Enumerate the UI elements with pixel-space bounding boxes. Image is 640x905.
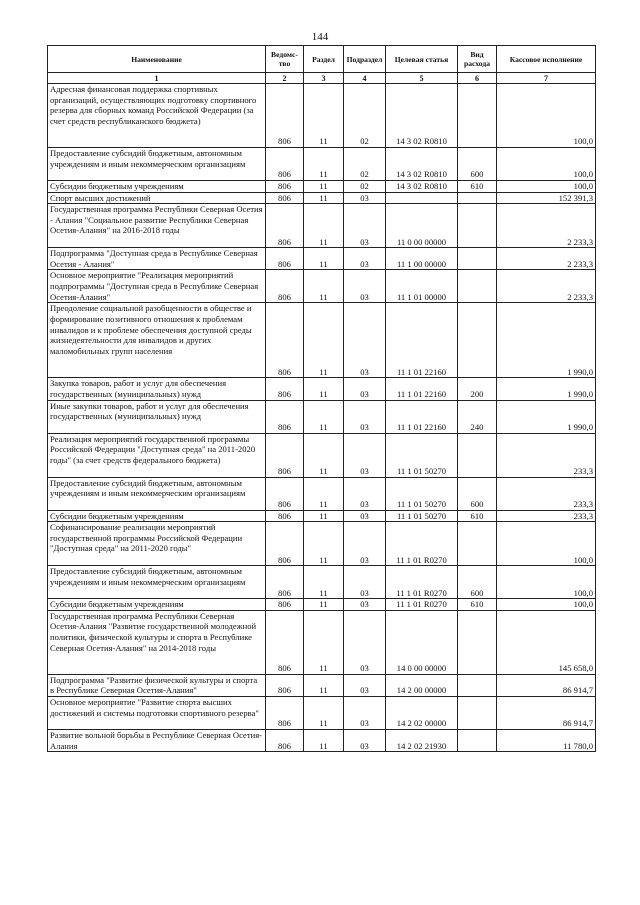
table-row	[48, 674, 596, 696]
row-amount: 2 233,3	[497, 204, 596, 248]
table-row	[48, 378, 596, 400]
row-dept: 806	[266, 610, 304, 674]
row-target: 11 1 01 00000	[386, 270, 458, 303]
row-section: 11	[304, 148, 344, 181]
row-dept: 806	[266, 696, 304, 729]
row-amount: 100,0	[497, 566, 596, 599]
row-section: 11	[304, 610, 344, 674]
column-number: 1	[48, 73, 266, 84]
row-dept: 806	[266, 510, 304, 522]
row-target: 11 1 01 22160	[386, 303, 458, 378]
row-subsection: 03	[344, 192, 386, 204]
row-subsection: 03	[344, 204, 386, 248]
table-row	[48, 599, 596, 611]
row-subsection: 03	[344, 674, 386, 696]
row-type: 610	[458, 510, 497, 522]
row-dept: 806	[266, 599, 304, 611]
table-row	[48, 303, 596, 378]
column-header-amount: Кассовое исполнение	[497, 46, 596, 73]
row-type: 600	[458, 566, 497, 599]
row-name: Предоставление субсидий бюджетным, автономным учреждениям и иным некоммерческим организациям	[48, 566, 266, 599]
row-dept: 806	[266, 433, 304, 477]
row-target: 14 3 02 R0810	[386, 148, 458, 181]
row-amount: 100,0	[497, 148, 596, 181]
row-name: Развитие вольной борьбы в Республике Северная Осетия-Алания	[48, 729, 266, 751]
row-amount: 1 990,0	[497, 378, 596, 400]
row-target: 11 1 01 22160	[386, 400, 458, 433]
row-type	[458, 248, 497, 270]
column-number: 6	[458, 73, 497, 84]
table-row	[48, 433, 596, 477]
row-subsection: 03	[344, 378, 386, 400]
row-subsection: 03	[344, 477, 386, 510]
row-dept: 806	[266, 674, 304, 696]
row-type	[458, 204, 497, 248]
table-row	[48, 204, 596, 248]
row-type: 600	[458, 477, 497, 510]
row-target: 11 1 01 22160	[386, 378, 458, 400]
row-amount: 100,0	[497, 599, 596, 611]
table-row	[48, 400, 596, 433]
row-subsection: 03	[344, 696, 386, 729]
page-number: 144	[311, 31, 329, 43]
row-dept: 806	[266, 204, 304, 248]
row-name: Спорт высших достижений	[48, 192, 266, 204]
table-row	[48, 729, 596, 751]
table-row	[48, 566, 596, 599]
row-section: 11	[304, 729, 344, 751]
row-target: 14 2 02 00000	[386, 696, 458, 729]
row-type	[458, 84, 497, 148]
row-amount: 233,3	[497, 433, 596, 477]
row-section: 11	[304, 303, 344, 378]
row-section: 11	[304, 599, 344, 611]
table-row	[48, 84, 596, 148]
column-number: 5	[386, 73, 458, 84]
table-row	[48, 192, 596, 204]
row-amount: 11 780,0	[497, 729, 596, 751]
row-type	[458, 303, 497, 378]
table-row	[48, 696, 596, 729]
row-subsection: 03	[344, 400, 386, 433]
row-dept: 806	[266, 270, 304, 303]
row-target: 14 2 00 00000	[386, 674, 458, 696]
row-dept: 806	[266, 477, 304, 510]
row-section: 11	[304, 433, 344, 477]
row-type	[458, 729, 497, 751]
row-amount: 145 658,0	[497, 610, 596, 674]
column-header-target: Целевая статья	[386, 46, 458, 73]
row-name: Субсидии бюджетным учреждениям	[48, 510, 266, 522]
row-subsection: 03	[344, 248, 386, 270]
row-section: 11	[304, 192, 344, 204]
row-subsection: 03	[344, 522, 386, 566]
row-amount: 100,0	[497, 84, 596, 148]
column-number: 7	[497, 73, 596, 84]
row-dept: 806	[266, 84, 304, 148]
table-row	[48, 610, 596, 674]
column-header-name: Наименование	[48, 46, 266, 73]
row-name: Адресная финансовая поддержка спортивных организаций, осуществляющих подготовку спортивного резерва для сборных команд Российской Федерации (за счет средств республиканского бюджета)	[48, 84, 266, 148]
row-name: Государственная программа Республики Северная Осетия - Алания "Социальное развитие Республики Северная Осетия-Алания" на 2016-2018 годы	[48, 204, 266, 248]
column-number: 2	[266, 73, 304, 84]
row-dept: 806	[266, 729, 304, 751]
row-subsection: 03	[344, 270, 386, 303]
row-amount: 1 990,0	[497, 303, 596, 378]
row-type	[458, 433, 497, 477]
row-dept: 806	[266, 522, 304, 566]
row-subsection: 02	[344, 148, 386, 181]
row-subsection: 03	[344, 303, 386, 378]
row-target: 11 1 01 50270	[386, 510, 458, 522]
header-row	[48, 46, 596, 73]
row-name: Подпрограмма "Развитие физической культуры и спорта в Республике Северная Осетия-Алания"	[48, 674, 266, 696]
row-target: 11 1 01 50270	[386, 477, 458, 510]
table-row	[48, 181, 596, 193]
row-type: 610	[458, 599, 497, 611]
row-type: 200	[458, 378, 497, 400]
row-name: Субсидии бюджетным учреждениям	[48, 181, 266, 193]
row-section: 11	[304, 378, 344, 400]
row-subsection: 03	[344, 510, 386, 522]
table-row	[48, 477, 596, 510]
row-section: 11	[304, 204, 344, 248]
row-amount: 2 233,3	[497, 270, 596, 303]
row-dept: 806	[266, 378, 304, 400]
row-subsection: 03	[344, 729, 386, 751]
row-target	[386, 192, 458, 204]
table-row	[48, 270, 596, 303]
row-type	[458, 610, 497, 674]
column-header-section: Раздел	[304, 46, 344, 73]
row-name: Иные закупки товаров, работ и услуг для обеспечения государственных (муниципальных) нужд	[48, 400, 266, 433]
row-type: 600	[458, 148, 497, 181]
row-name: Предоставление субсидий бюджетным, автономным учреждениям и иным некоммерческим организациям	[48, 477, 266, 510]
row-type: 610	[458, 181, 497, 193]
row-dept: 806	[266, 248, 304, 270]
row-subsection: 03	[344, 599, 386, 611]
row-amount: 100,0	[497, 522, 596, 566]
row-target: 11 1 01 R0270	[386, 522, 458, 566]
row-subsection: 03	[344, 433, 386, 477]
row-section: 11	[304, 510, 344, 522]
row-type	[458, 192, 497, 204]
row-section: 11	[304, 477, 344, 510]
row-dept: 806	[266, 192, 304, 204]
row-name: Закупка товаров, работ и услуг для обеспечения государственных (муниципальных) нужд	[48, 378, 266, 400]
row-type	[458, 674, 497, 696]
row-name: Преодоление социальной разобщенности в обществе и формирование позитивного отношения к проблемам инвалидов и к проблеме обеспечения доступной среды жизнедеятельности для инвалидов и других маломобильных групп населения	[48, 303, 266, 378]
row-dept: 806	[266, 148, 304, 181]
table-row	[48, 522, 596, 566]
budget-table	[47, 45, 596, 752]
row-type	[458, 270, 497, 303]
row-section: 11	[304, 84, 344, 148]
row-section: 11	[304, 248, 344, 270]
row-name: Государственная программа Республики Северная Осетия-Алания "Развитие государственной молодежной политики, физической культуры и спорта в Республике Северная Осетия-Алания" на 2014-2018 годы	[48, 610, 266, 674]
row-target: 11 1 01 R0270	[386, 566, 458, 599]
row-section: 11	[304, 696, 344, 729]
column-header-type: Вид расхода	[458, 46, 497, 73]
row-amount: 233,3	[497, 477, 596, 510]
row-name: Основное мероприятие "Развитие спорта высших достижений и системы подготовки спортивного резерва"	[48, 696, 266, 729]
column-number-row	[48, 73, 596, 84]
row-section: 11	[304, 674, 344, 696]
table-row	[48, 148, 596, 181]
row-amount: 1 990,0	[497, 400, 596, 433]
row-dept: 806	[266, 303, 304, 378]
table-row	[48, 248, 596, 270]
row-name: Субсидии бюджетным учреждениям	[48, 599, 266, 611]
row-target: 11 0 00 00000	[386, 204, 458, 248]
row-section: 11	[304, 181, 344, 193]
row-amount: 233,3	[497, 510, 596, 522]
row-name: Предоставление субсидий бюджетным, автономным учреждениям и иным некоммерческим организациям	[48, 148, 266, 181]
row-target: 11 1 01 50270	[386, 433, 458, 477]
row-amount: 86 914,7	[497, 674, 596, 696]
row-subsection: 02	[344, 181, 386, 193]
column-number: 3	[304, 73, 344, 84]
row-subsection: 02	[344, 84, 386, 148]
row-amount: 152 391,3	[497, 192, 596, 204]
row-amount: 2 233,3	[497, 248, 596, 270]
row-dept: 806	[266, 181, 304, 193]
row-section: 11	[304, 400, 344, 433]
row-target: 11 1 00 00000	[386, 248, 458, 270]
row-name: Реализация мероприятий государственной программы Российской Федерации "Доступная среда" на 2011-2020 годы" (за счет средств федерального бюджета)	[48, 433, 266, 477]
row-target: 14 3 02 R0810	[386, 181, 458, 193]
row-dept: 806	[266, 400, 304, 433]
row-type	[458, 522, 497, 566]
row-amount: 86 914,7	[497, 696, 596, 729]
row-target: 14 0 00 00000	[386, 610, 458, 674]
row-subsection: 03	[344, 610, 386, 674]
row-section: 11	[304, 270, 344, 303]
row-section: 11	[304, 566, 344, 599]
column-number: 4	[344, 73, 386, 84]
row-name: Основное мероприятие "Реализация мероприятий подпрограммы "Доступная среда в Республике Северная Осетия-Алания"	[48, 270, 266, 303]
column-header-dept: Ведомс-тво	[266, 46, 304, 73]
column-header-subsection: Подраздел	[344, 46, 386, 73]
row-section: 11	[304, 522, 344, 566]
row-name: Подпрограмма "Доступная среда в Республике Северная Осетия - Алания"	[48, 248, 266, 270]
row-name: Софинансирование реализации мероприятий государственной программы Российской Федерации "Доступная среда" на 2011-2020 годы"	[48, 522, 266, 566]
row-target: 11 1 01 R0270	[386, 599, 458, 611]
row-dept: 806	[266, 566, 304, 599]
row-subsection: 03	[344, 566, 386, 599]
table-row	[48, 510, 596, 522]
row-target: 14 2 02 21930	[386, 729, 458, 751]
row-type	[458, 696, 497, 729]
row-target: 14 3 02 R0810	[386, 84, 458, 148]
row-amount: 100,0	[497, 181, 596, 193]
row-type: 240	[458, 400, 497, 433]
